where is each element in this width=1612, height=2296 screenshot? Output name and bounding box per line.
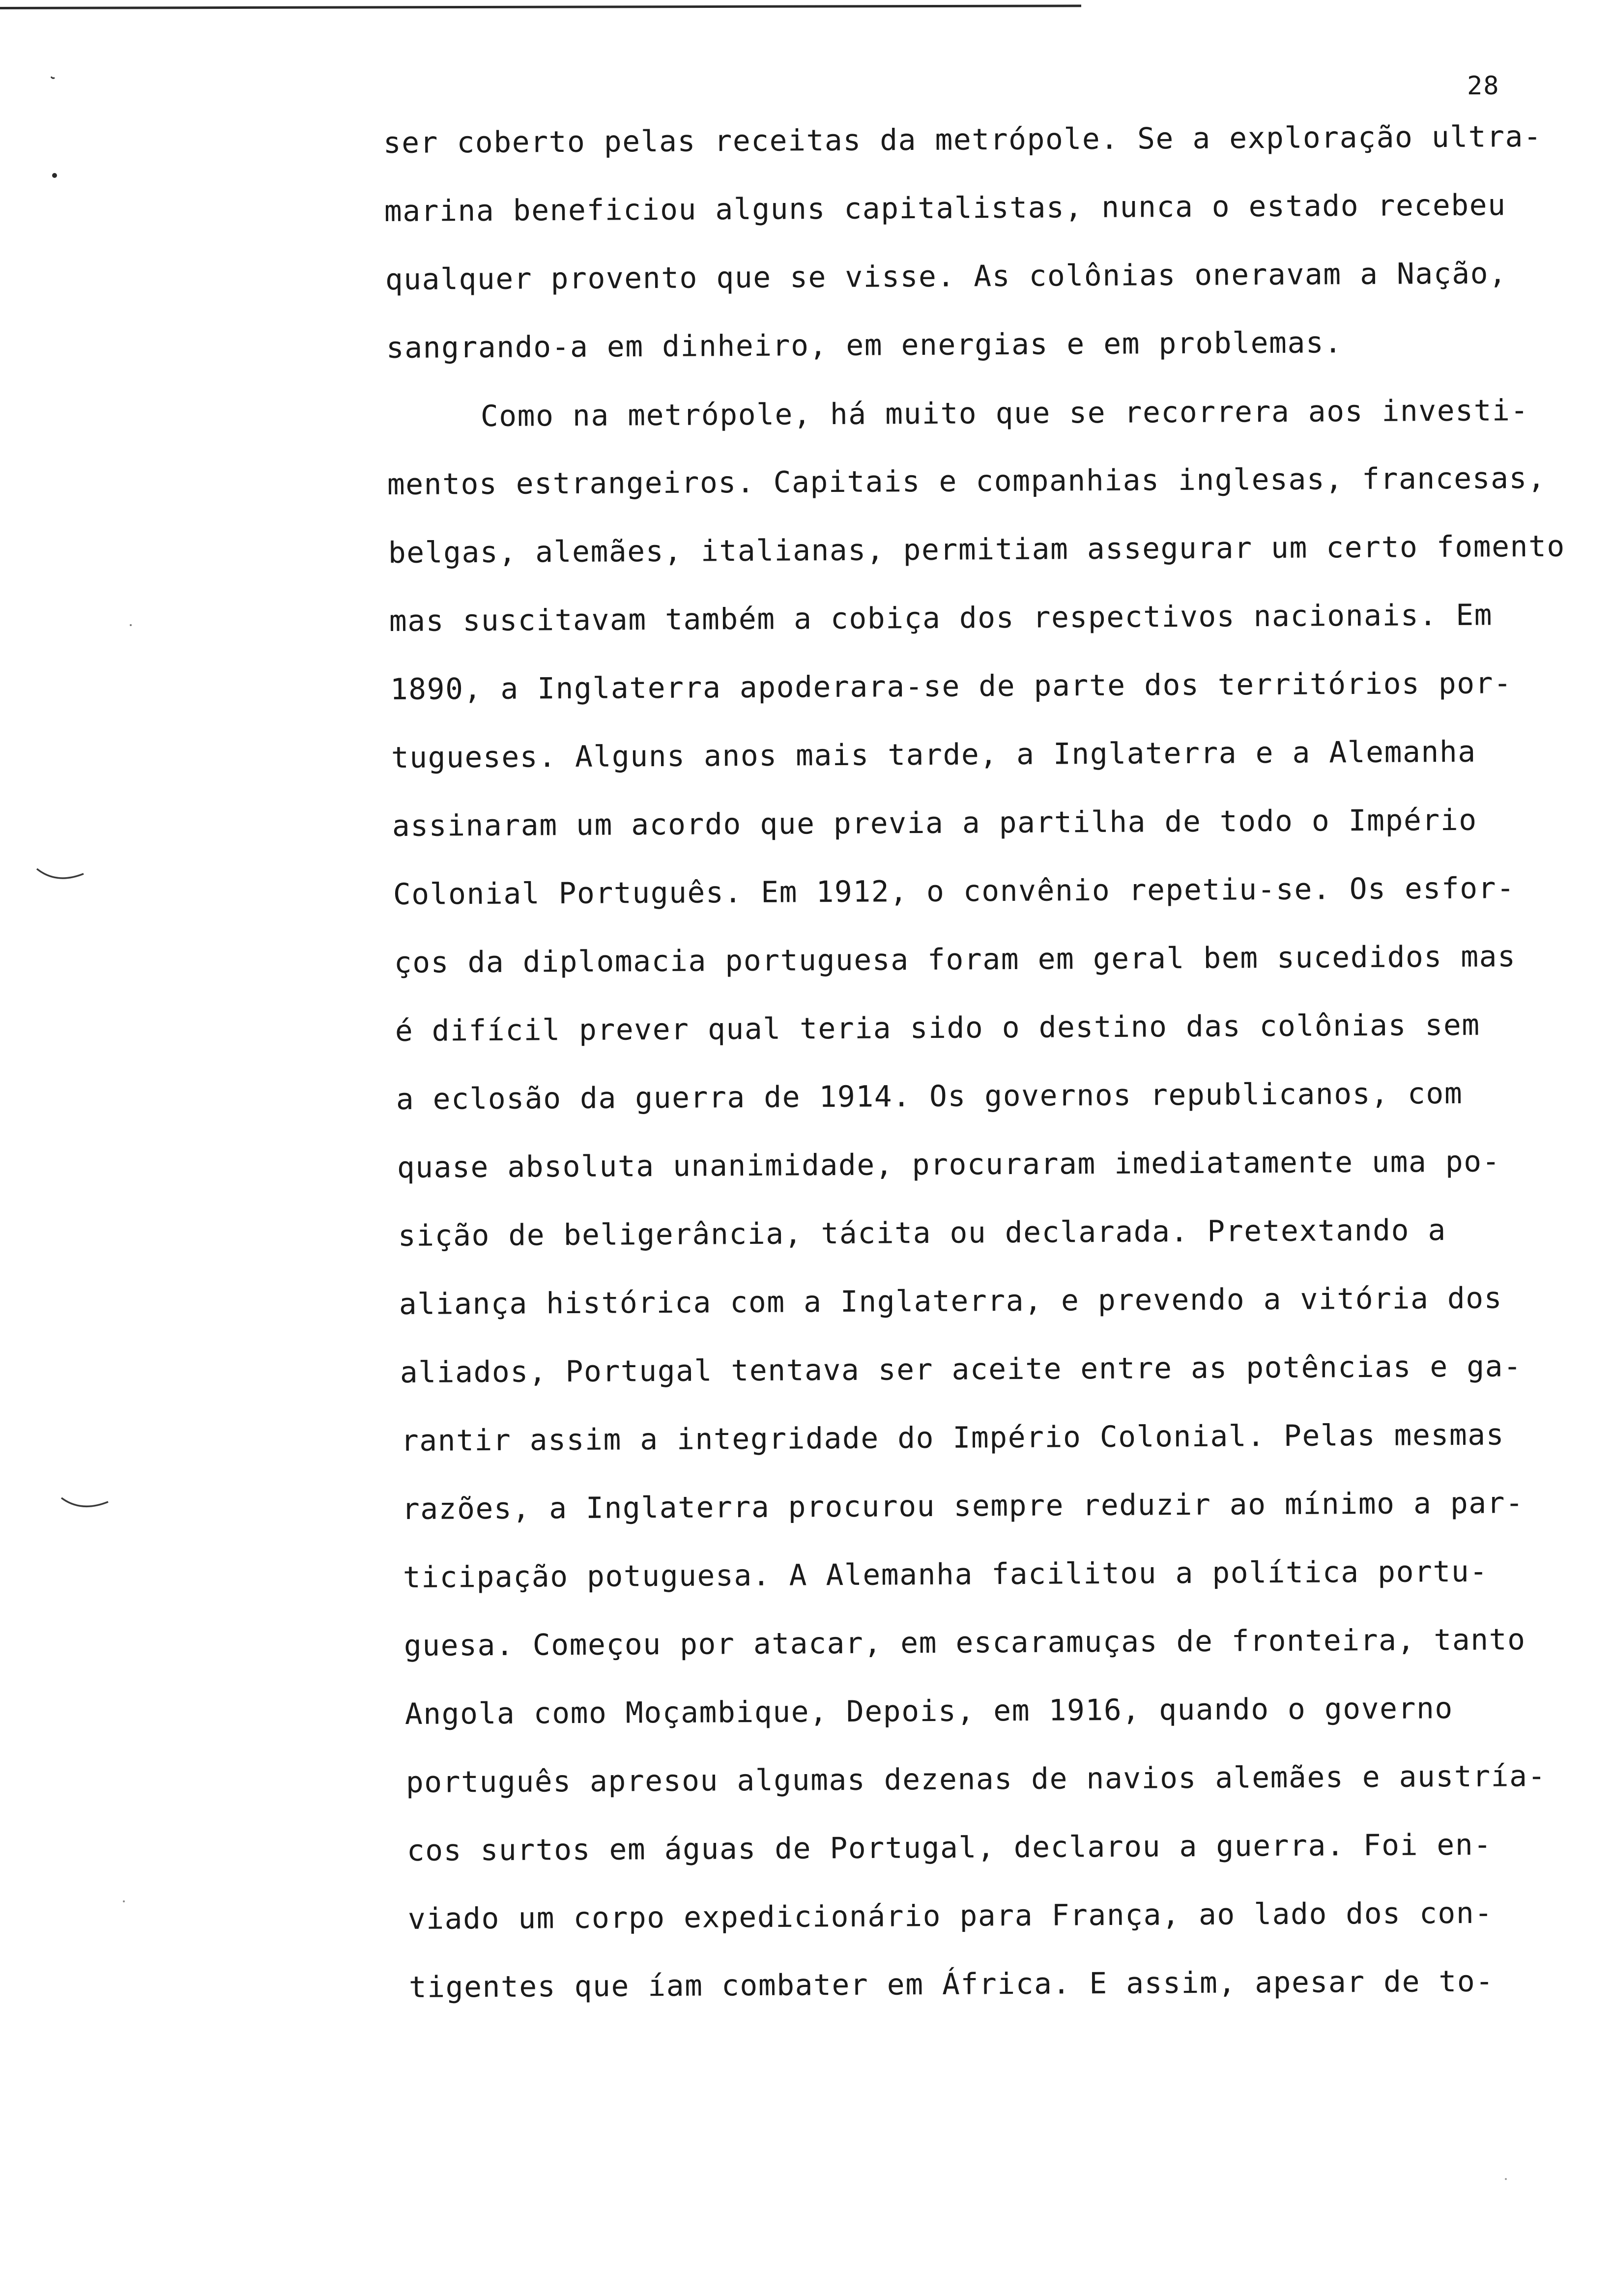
margin-speck — [49, 74, 59, 84]
typed-line: belgas, alemães, italianas, permitiam assegurar um certo fomento — [388, 529, 1566, 570]
typed-line: sangrando-a em dinheiro, em energias e em problemas. — [386, 326, 1343, 365]
typed-line: Angola como Moçambique, Depois, em 1916, quando o governo — [404, 1692, 1454, 1731]
typed-line: viado um corpo expedicionário para França, ao lado dos con- — [407, 1896, 1493, 1936]
typed-line: rantir assim a integridade do Império Colonial. Pelas mesmas — [401, 1418, 1505, 1458]
typed-line: português apresou algumas dezenas de navios alemães e austría- — [405, 1759, 1547, 1800]
typed-line: tugueses. Alguns anos mais tarde, a Inglaterra e a Alemanha — [391, 735, 1476, 775]
typed-line: mentos estrangeiros. Capitais e companhias inglesas, francesas, — [387, 461, 1546, 502]
paper-speck — [129, 623, 133, 627]
typed-line: cos surtos em águas de Portugal, declarou a guerra. Foi en- — [406, 1828, 1492, 1868]
typed-line: guesa. Começou por atacar, em escaramuças de fronteira, tanto — [403, 1623, 1526, 1663]
typed-line: aliados, Portugal tentava ser aceite entre as potências e ga- — [400, 1349, 1522, 1390]
page-number: 28 — [1467, 71, 1500, 101]
punch-hole-shadow-upper — [34, 865, 88, 885]
typed-line: a eclosão da guerra de 1914. Os governos republicanos, com — [396, 1076, 1463, 1117]
typed-line: ser coberto pelas receitas da metrópole. Se a exploração ultra- — [383, 119, 1542, 160]
typed-line: 1890, a Inglaterra apoderara-se de parte dos territórios por- — [390, 666, 1512, 707]
typed-line: mas suscitavam também a cobiça dos respectivos nacionais. Em — [389, 598, 1493, 638]
top-edge-rule — [0, 4, 1081, 9]
typed-line: tigentes que íam combater em África. E assim, apesar de to- — [408, 1964, 1494, 2005]
typed-line: ticipação potuguesa. A Alemanha facilitou a política portu- — [403, 1554, 1488, 1595]
typed-line: ços da diplomacia portuguesa foram em geral bem sucedidos mas — [394, 940, 1516, 980]
typed-line: marina beneficiou alguns capitalistas, nunca o estado recebeu — [384, 188, 1506, 229]
punch-hole-shadow-lower — [59, 1494, 113, 1514]
paper-speck — [1504, 2177, 1508, 2181]
typed-line: aliança histórica com a Inglaterra, e prevendo a vitória dos — [399, 1281, 1503, 1321]
typed-line: Colonial Português. Em 1912, o convênio repetiu-se. Os esfor- — [393, 871, 1515, 912]
typed-line: sição de beligerância, tácita ou declarada. Pretextando a — [398, 1213, 1447, 1253]
typed-line: é difícil prever qual teria sido o destino das colônias sem — [395, 1008, 1480, 1048]
typed-line: razões, a Inglaterra procurou sempre reduzir ao mínimo a par- — [402, 1486, 1524, 1526]
typed-line: assinaram um acordo que previa a partilha de todo o Império — [392, 803, 1477, 843]
margin-dot — [51, 172, 58, 179]
typed-line: quase absoluta unanimidade, procuraram imediatamente uma po- — [397, 1145, 1501, 1185]
typed-line: Como na metrópole, há muito que se recorrera aos investi- — [480, 394, 1529, 433]
typed-line: qualquer provento que se visse. As colônias oneravam a Nação, — [385, 257, 1507, 297]
paper-speck — [122, 1899, 126, 1903]
